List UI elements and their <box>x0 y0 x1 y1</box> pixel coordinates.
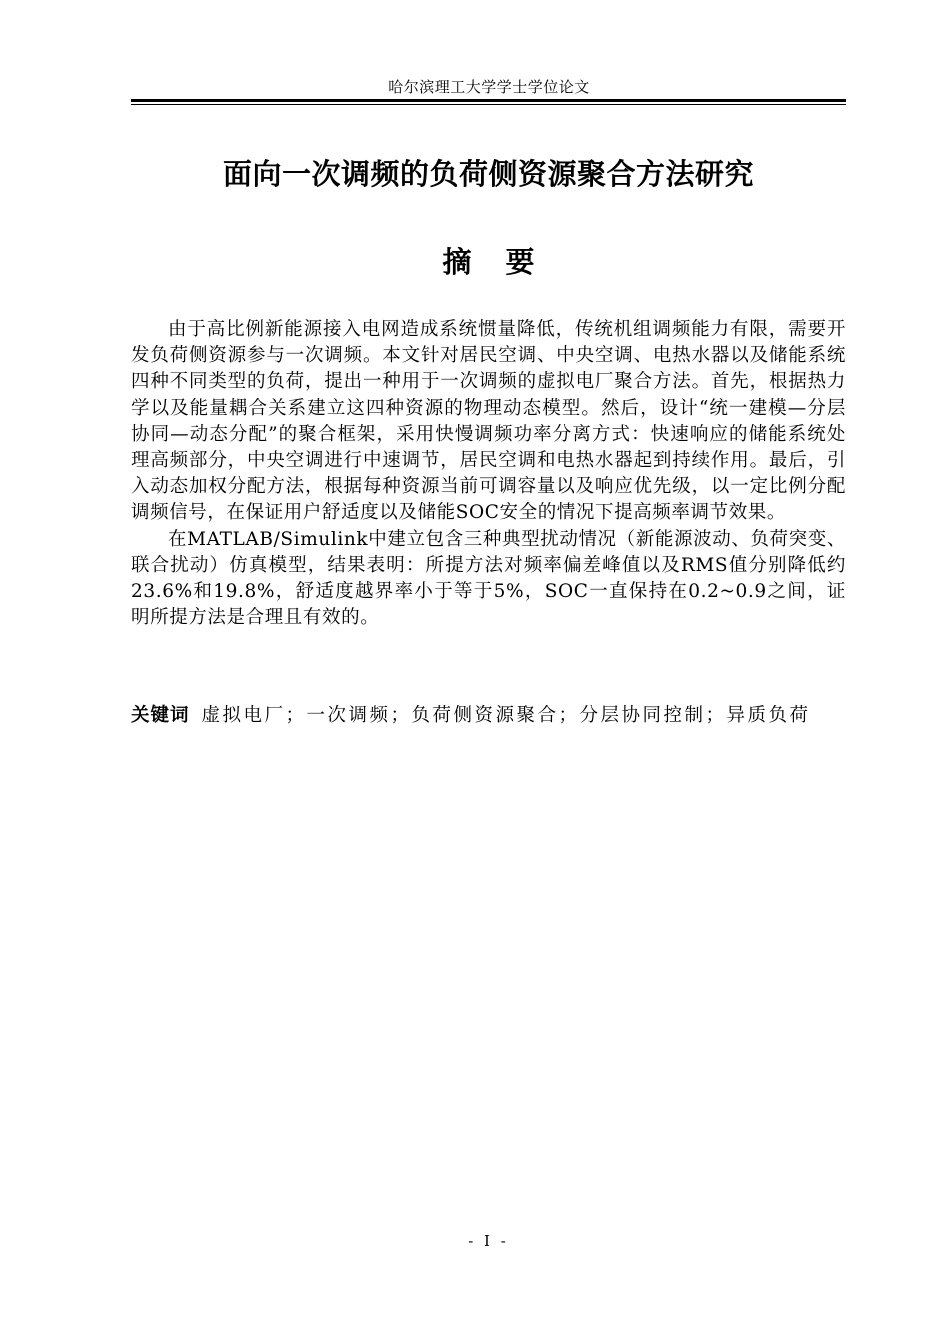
running-header: 哈尔滨理工大学学士学位论文 <box>388 78 590 96</box>
abstract-paragraph: 在MATLAB/Simulink中建立包含三种典型扰动情况（新能源波动、负荷突变、联合扰动）仿真模型，结果表明：所提方法对频率偏差峰值以及RMS值分别降低约23.6%和19.8%，舒适度越界率小于等于5%，SOC一直保持在0.2~0.9之间，证明所提方法是合理且有效的。 <box>131 528 846 629</box>
abstract-body <box>131 317 846 631</box>
abstract-paragraph: 由于高比例新能源接入电网造成系统惯量降低，传统机组调频能力有限，需要开发负荷侧资源参与一次调频。本文针对居民空调、中央空调、电热水器以及储能系统四种不同类型的负荷，提出一种用于一次调频的虚拟电厂聚合方法。首先，根据热力学以及能量耦合关系建立这四种资源的物理动态模型。然后，设计“统一建模—分层协同—动态分配”的聚合框架，采用快慢调频功率分离方式：快速响应的储能系统处理高频部分，中央空调进行中速调节，居民空调和电热水器起到持续作用。最后，引入动态加权分配方法，根据每种资源当前可调容量以及响应优先级，以一定比例分配调频信号，在保证用户舒适度以及储能SOC安全的情况下提高频率调节效果。 <box>131 319 846 524</box>
abstract-heading: 摘要 <box>442 245 569 279</box>
page-number: - I - <box>468 1232 509 1250</box>
keywords <box>131 703 846 729</box>
thesis-title: 面向一次调频的负荷侧资源聚合方法研究 <box>222 157 754 191</box>
keywords-label: 关键词 <box>131 705 190 726</box>
header-rule-thick <box>131 99 846 102</box>
keywords-list: 虚拟电厂；一次调频；负荷侧资源聚合；分层协同控制；异质负荷 <box>201 705 811 726</box>
header-rule-thin <box>131 104 846 105</box>
